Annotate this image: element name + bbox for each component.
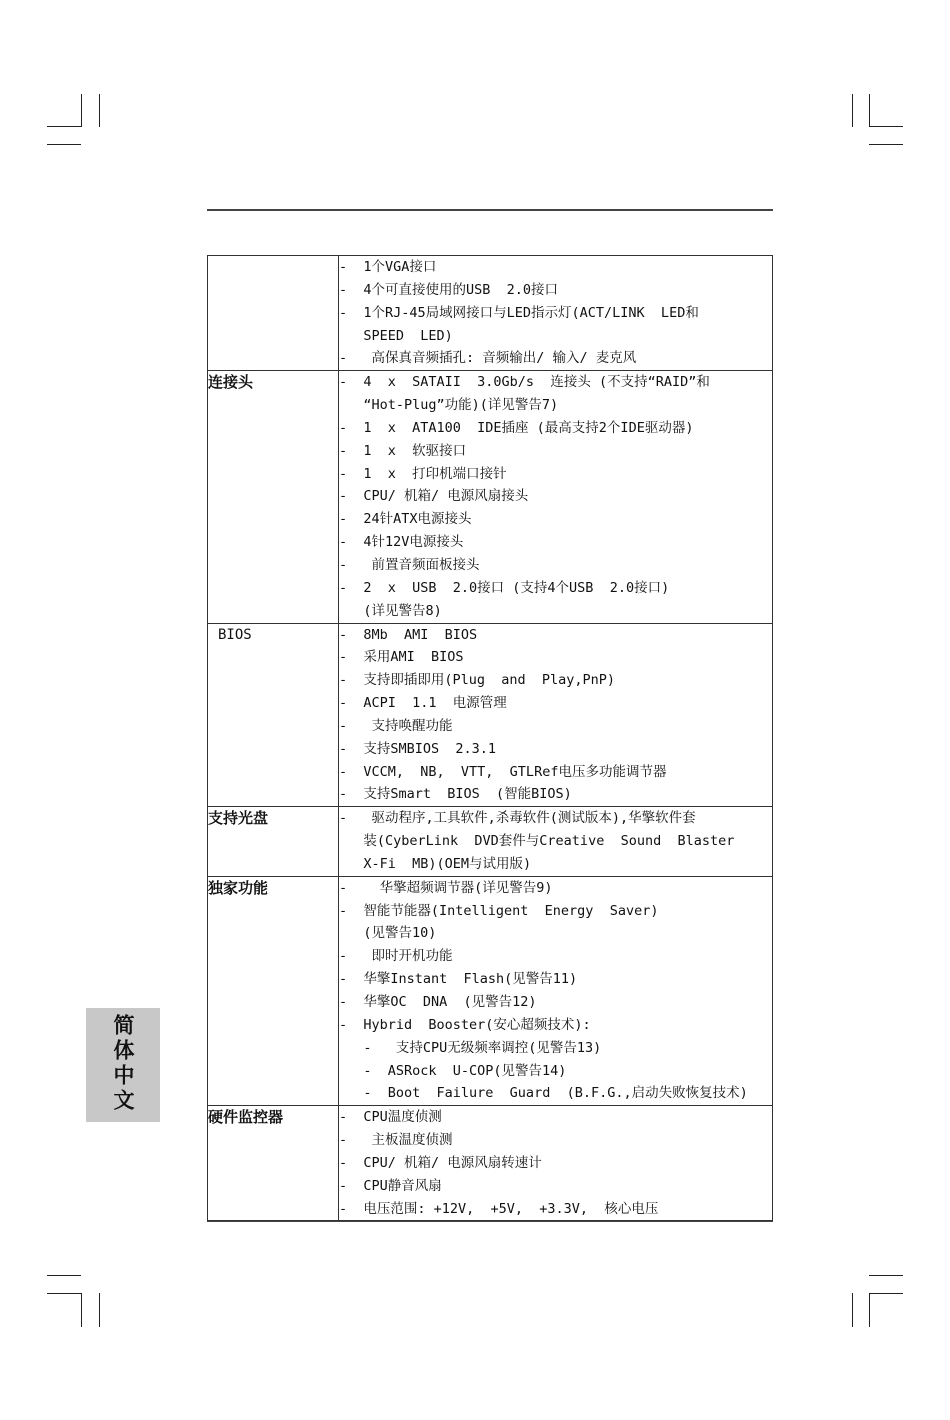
spec-row	[208, 371, 773, 623]
crop-mark	[99, 94, 100, 127]
spec-line: - 支持唤醒功能	[339, 717, 453, 734]
crop-mark	[47, 144, 81, 145]
spec-row	[208, 623, 773, 807]
spec-row	[208, 256, 773, 371]
spec-line: - 高保真音频插孔: 音频输出/ 输入/ 麦克风	[339, 350, 637, 367]
crop-mark	[47, 1293, 81, 1294]
spec-line: - 支持SMBIOS 2.3.1	[339, 740, 497, 757]
spec-table	[207, 255, 773, 1221]
spec-line: - 8Mb AMI BIOS	[339, 626, 478, 643]
spec-line: - ASRock U-COP(见警告14)	[339, 1062, 567, 1079]
spec-items	[339, 256, 773, 371]
crop-mark	[852, 1293, 853, 1327]
language-tab	[86, 1008, 160, 1122]
crop-mark	[81, 94, 82, 127]
spec-row	[208, 876, 773, 1105]
crop-mark	[869, 144, 903, 145]
crop-mark	[852, 94, 853, 127]
spec-items	[339, 371, 773, 623]
spec-line: - 华擎超频调节器(详见警告9)	[339, 879, 553, 896]
spec-line: - 支持CPU无级频率调控(见警告13)	[339, 1039, 602, 1056]
spec-line: - 华擎OC DNA (见警告12)	[339, 994, 537, 1010]
spec-label: 独家功能	[208, 876, 339, 1105]
spec-line: - 1个VGA接口	[339, 259, 437, 275]
spec-label: 连接头	[208, 371, 339, 623]
spec-line: X-Fi MB)(OEM与试用版)	[339, 855, 532, 872]
crop-mark	[869, 1275, 903, 1276]
crop-mark	[869, 94, 870, 127]
spec-line: - 采用AMI BIOS	[339, 649, 464, 666]
spec-line: - 4 x SATAII 3.0Gb/s 连接头 (不支持“RAID”和	[339, 374, 710, 391]
spec-line: - 即时开机功能	[339, 948, 453, 965]
spec-line: - 24针ATX电源接头	[339, 511, 472, 528]
footer-rule	[207, 1221, 773, 1222]
spec-line: - 1 x 打印机端口接针	[339, 465, 507, 482]
spec-label: BIOS	[208, 623, 339, 807]
crop-mark	[869, 1293, 903, 1294]
spec-line: - 驱动程序,工具软件,杀毒软件(测试版本),华擎软件套	[339, 810, 696, 827]
spec-label	[208, 256, 339, 371]
crop-mark	[47, 126, 81, 127]
spec-line: - CPU/ 机箱/ 电源风扇接头	[339, 488, 529, 505]
spec-items	[339, 876, 773, 1105]
spec-row	[208, 1106, 773, 1221]
spec-label: 硬件监控器	[208, 1106, 339, 1221]
spec-line: - 4针12V电源接头	[339, 534, 464, 551]
spec-row	[208, 807, 773, 877]
crop-mark	[81, 1293, 82, 1327]
spec-line: - CPU静音风扇	[339, 1177, 442, 1194]
crop-mark	[869, 1293, 870, 1327]
crop-mark	[869, 126, 903, 127]
spec-line: - 2 x USB 2.0接口 (支持4个USB 2.0接口)	[339, 579, 670, 596]
spec-line: - 1 x 软驱接口	[339, 442, 467, 459]
spec-line: - ACPI 1.1 电源管理	[339, 695, 507, 712]
spec-line: (详见警告8)	[339, 602, 442, 619]
spec-line: (见警告10)	[339, 925, 437, 942]
spec-label: 支持光盘	[208, 807, 339, 877]
spec-items	[339, 623, 773, 807]
spec-line: - Hybrid Booster(安心超频技术):	[339, 1016, 591, 1033]
spec-line: “Hot-Plug”功能)(详见警告7)	[339, 397, 559, 414]
spec-line: - 1个RJ-45局域网接口与LED指示灯(ACT/LINK LED和	[339, 304, 699, 321]
spec-items	[339, 1106, 773, 1221]
crop-mark	[47, 1275, 81, 1276]
spec-items	[339, 807, 773, 877]
spec-line: - 华擎Instant Flash(见警告11)	[339, 971, 578, 988]
spec-line: - 前置音频面板接头	[339, 556, 480, 573]
spec-line: - 主板温度侦测	[339, 1132, 453, 1149]
spec-line: - 智能节能器(Intelligent Energy Saver)	[339, 902, 659, 919]
spec-line: - 4个可直接使用的USB 2.0接口	[339, 281, 559, 298]
language-tab-label: 简体中文	[111, 1014, 135, 1114]
spec-line: - VCCM, NB, VTT, GTLRef电压多功能调节器	[339, 763, 667, 780]
spec-line: 装(CyberLink DVD套件与Creative Sound Blaster	[339, 833, 735, 850]
spec-line: - 1 x ATA100 IDE插座 (最高支持2个IDE驱动器)	[339, 419, 694, 436]
crop-mark	[99, 1293, 100, 1327]
header-rule	[207, 209, 773, 211]
spec-line: SPEED LED)	[339, 327, 453, 344]
spec-line: - CPU/ 机箱/ 电源风扇转速计	[339, 1154, 542, 1171]
spec-line: - 支持Smart BIOS (智能BIOS)	[339, 786, 572, 803]
spec-line: - Boot Failure Guard (B.F.G.,启动失败恢复技术)	[339, 1085, 748, 1102]
spec-line: - 电压范围: +12V, +5V, +3.3V, 核心电压	[339, 1200, 659, 1217]
spec-line: - CPU温度侦测	[339, 1109, 442, 1126]
spec-line: - 支持即插即用(Plug and Play,PnP)	[339, 672, 616, 689]
